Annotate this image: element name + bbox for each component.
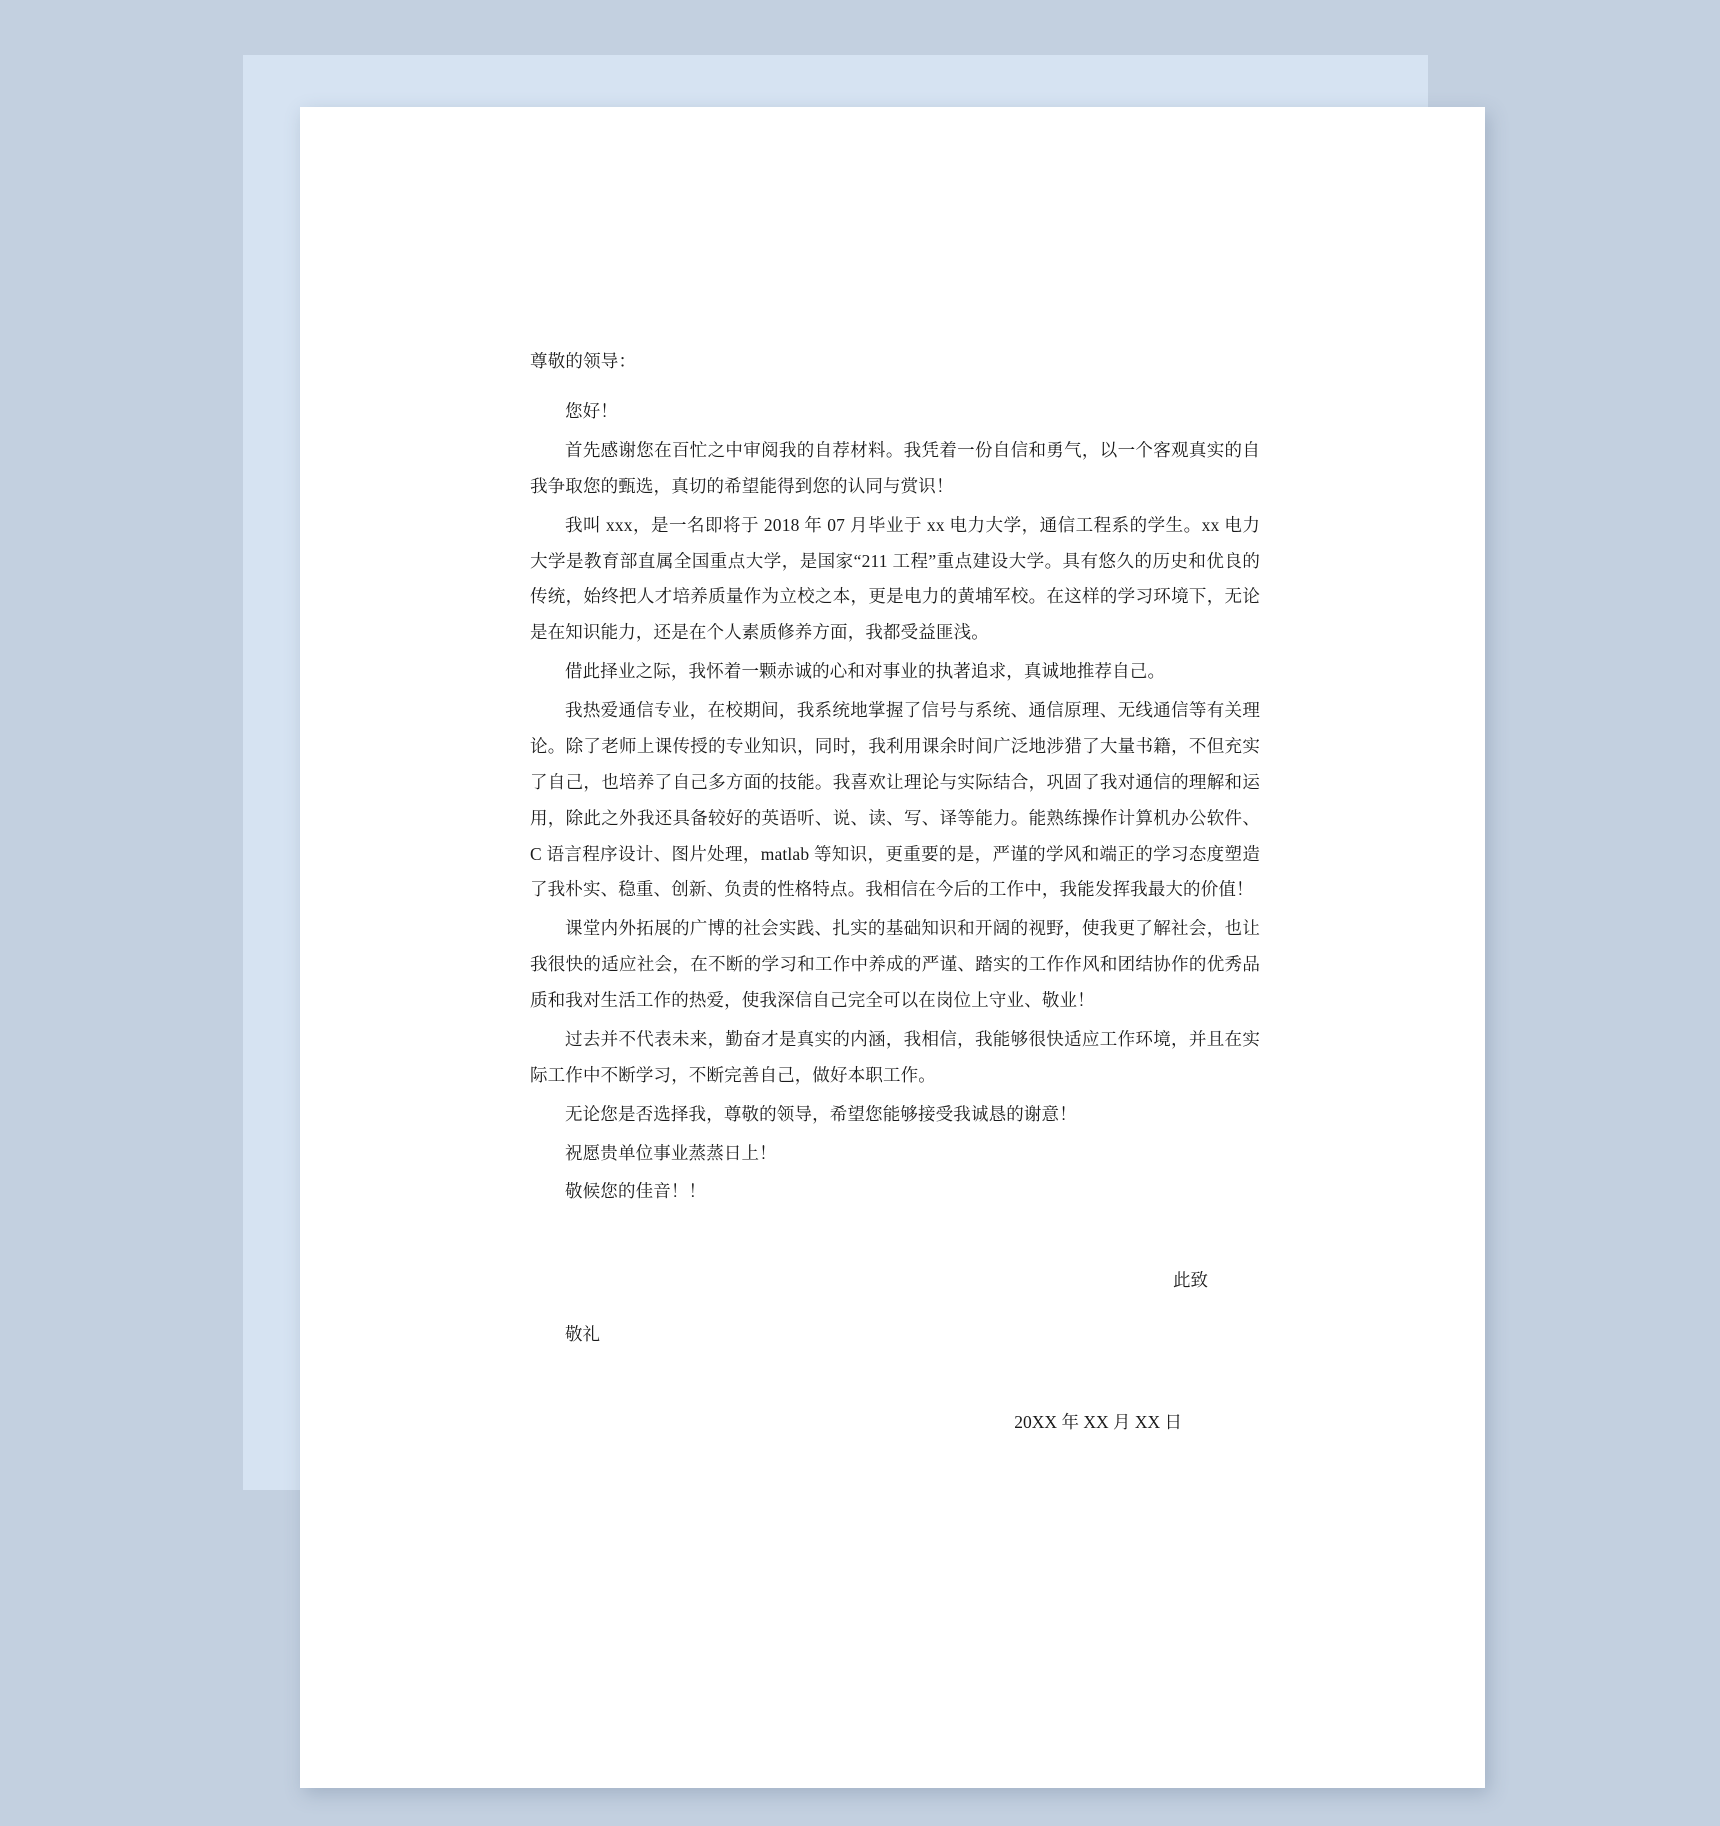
paragraph-9: 祝愿贵单位事业蒸蒸日上！ — [565, 1142, 777, 1163]
paragraph-7: 过去并不代表未来，勤奋才是真实的内涵，我相信，我能够很快适应工作环境，并且在实际工作中不断学习，不断完善自己，做好本职工作。 — [530, 1028, 1260, 1085]
closing-block — [530, 1266, 1260, 1437]
salutation: 尊敬的领导： — [530, 351, 637, 371]
paragraph-3: 我叫 xxx，是一名即将于 2018 年 07 月毕业于 xx 电力大学，通信工程系的学生。xx 电力大学是教育部直属全国重点大学，是国家“211 工程”重点建设大学。具有悠久的历史和优良的传统，始终把人才培养质量作为立校之本，更是电力的黄埔军校。在这样的学习环境下，无论是在知识能力，还是在个人素质修养方面，我都受益匪浅。 — [530, 514, 1260, 643]
date-line: 20XX 年 XX 月 XX 日 — [1014, 1411, 1182, 1432]
paragraph-10: 敬候您的佳音！！ — [565, 1181, 707, 1202]
paragraph-4: 借此择业之际，我怀着一颗赤诚的心和对事业的执著追求，真诚地推荐自己。 — [565, 661, 1166, 682]
document-body — [530, 347, 1260, 1438]
paragraph-2: 首先感谢您在百忙之中审阅我的自荐材料。我凭着一份自信和勇气，以一个客观真实的自我争取您的甄选，真切的希望能得到您的认同与赏识！ — [530, 439, 1260, 496]
paragraph-1: 您好！ — [565, 401, 618, 421]
closing-left: 敬礼 — [565, 1324, 600, 1344]
paragraph-8: 无论您是否选择我，尊敬的领导，希望您能够接受我诚恳的谢意！ — [565, 1103, 1077, 1124]
closing-right: 此致 — [1173, 1270, 1208, 1291]
document-page — [300, 107, 1485, 1788]
paragraph-6: 课堂内外拓展的广博的社会实践、扎实的基础知识和开阔的视野，使我更了解社会，也让我很快的适应社会，在不断的学习和工作中养成的严谨、踏实的工作作风和团结协作的优秀品质和我对生活工作的热爱，使我深信自己完全可以在岗位上守业、敬业！ — [530, 918, 1260, 1010]
paragraph-5: 我热爱通信专业，在校期间，我系统地掌握了信号与系统、通信原理、无线通信等有关理论。除了老师上课传授的专业知识，同时，我利用课余时间广泛地涉猎了大量书籍，不但充实了自己，也培养了自己多方面的技能。我喜欢让理论与实际结合，巩固了我对通信的理解和运用，除此之外我还具备较好的英语听、说、读、写、译等能力。能熟练操作计算机办公软件、C 语言程序设计、图片处理，matlab 等知识，更重要的是，严谨的学风和端正的学习态度塑造了我朴实、稳重、创新、负责的性格特点。我相信在今后的工作中，我能发挥我最大的价值！ — [530, 700, 1260, 900]
